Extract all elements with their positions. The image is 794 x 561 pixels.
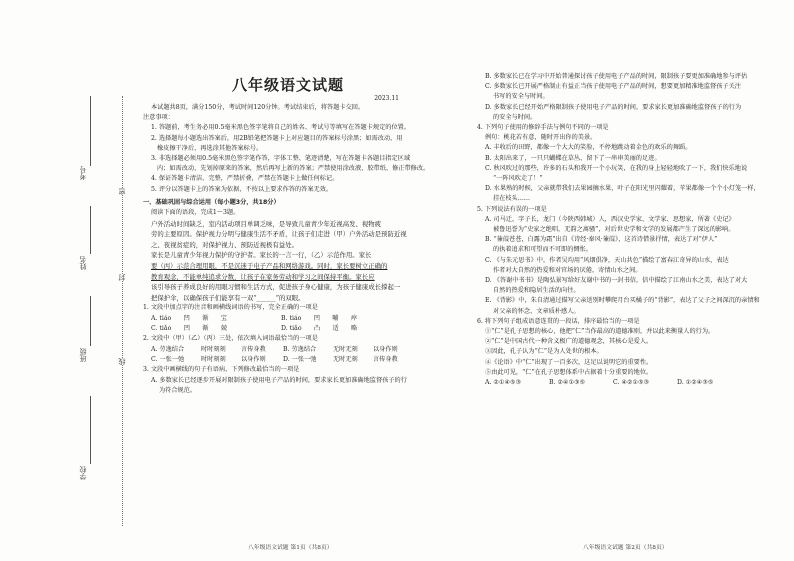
option-b[interactable]: B. “蒹葭苍苍，白露为霜”出自《诗经·秦风·蒹葭》，这首诗借景抒情，表达了对“伊人”	[485, 236, 718, 244]
question-6-options	[477, 378, 777, 388]
sentence-item: ④《论语》中“仁”出现了一百多次，这足以说明它的重要性。	[485, 358, 653, 366]
question-2-options	[143, 355, 433, 365]
option-text: 言传身教	[241, 345, 266, 353]
option-b[interactable]: B. 太阳出来了，一只只蝴蝶在草丛、留下了一串串美丽的足迹。	[485, 154, 661, 162]
notice-item: 橡皮擦干净后，再选涂其他答案标号。	[157, 144, 263, 152]
option-d[interactable]: D. 水果熟的时候，父亲就带我们去果园摘水果，叶子在阳光里闪耀着，苹果都像一个个小灯笼一样，	[485, 185, 760, 193]
sentence-item: ③因此，孔子认为“仁”是为人处世的根本。	[485, 348, 603, 356]
option-d[interactable]: D. 《答谢中书书》是陶弘景写给好友谢中书的一封书信，信中描绘了江南山水之美，表达了对大	[485, 277, 748, 285]
kaohao-blank	[90, 96, 91, 166]
passage-line: 该引导孩子养成良好的用眼习惯和生活方式，促进孩子身心健康，为孩子健康成长撑起一	[151, 283, 401, 292]
notice-item: 3. 非选择题必须用0.5毫米黑色签字笔作答，字体工整、笔迹清楚，写在答题卡各题目指定区域	[151, 155, 411, 163]
xingming-blank	[90, 206, 91, 254]
option-a-cont: 为符合规范。	[159, 386, 197, 394]
page-title: 八年级语文试题	[231, 76, 344, 94]
passage-line: 教育观念，不能单纯追求分数，让孩子在家务劳动和学习之间保持平衡。家长应	[151, 272, 375, 281]
xingming-label: 姓名	[79, 256, 87, 270]
option-d-cont: 自然的热爱和隐居生活的向往。	[493, 287, 580, 295]
option-d[interactable]: D. 多数家长已经开始严格限制孩子使用电子产品的时间，要求家长更加准确地监督孩子的行为	[485, 103, 742, 111]
xuexiao-label: 学校	[79, 466, 87, 480]
sentence-item: ①“仁”是孔子思想的核心，他把“仁”当作最高的道德准则，并以此来衡量人的行为。	[485, 328, 715, 336]
question-4-stem: 4. 下列句子使用的修辞手法与例句不同的一项是	[477, 124, 609, 132]
seal-line	[122, 96, 123, 526]
passage-line: 要（丙）示范合理用眼，不是沉迷于电子产品和网络游戏。同时，家长要树立正确的	[151, 262, 388, 270]
option-text: 以身作则	[373, 345, 398, 353]
sentence-item: ⑤由此可见，“仁”在孔子思想体系中占据着十分重要的地位。	[485, 368, 653, 376]
section-instruction: 阅读下面的语段，完成1～3题。	[151, 209, 240, 217]
option-d-cont: 的安全与时间。	[493, 113, 537, 121]
notice-label: 注意事项：	[143, 114, 174, 122]
option-c-cont: “一阵风吹走了！”	[493, 175, 543, 183]
page-footer-2: 八年级语文试题 第2页（共8页）	[583, 545, 668, 551]
question-2-options	[143, 345, 433, 355]
passage-line: 户外活动时间缺乏，室内活动项目单调乏味，是导致儿童青少年近视高发、视物疲	[151, 219, 382, 228]
kaohao-label: 考号	[79, 166, 87, 180]
option-c[interactable]: C. ④②①⑤③	[613, 379, 650, 387]
notice-item: 2. 选择题每小题选出答案后，用2B铅笔把答题卡上对应题目的答案标号涂黑；如需改动，用	[151, 134, 403, 142]
option-a[interactable]: A. 丰收后的田野，都像一个大大的笑脸，不停地跳动着金色的欢乐的舞蹈。	[485, 144, 692, 152]
option-d[interactable]: D. 一张一弛	[283, 356, 317, 363]
option-e-cont: 对父亲的怀念，文章质朴感人。	[493, 307, 580, 315]
notice-item: 内；如需改动，先划掉原来的答案，然后再写上新的答案；严禁使用涂改液、胶带纸、修正带修改。	[157, 165, 430, 173]
page-1	[143, 72, 433, 522]
option-a[interactable]: A. 司马迁，字子长，龙门（今陕西韩城）人，西汉史学家、文学家、思想家，所著《史记》	[485, 215, 735, 223]
option-text: 时时刻刻	[201, 356, 226, 363]
passage-line: 把保护伞，以确保孩子们能享有一双“______”的双眼。	[151, 293, 305, 302]
page-footer-1: 八年级语文试题 第1页（共8页）	[248, 545, 333, 551]
option-d[interactable]: D. ①②④③⑤	[677, 379, 714, 387]
passage-line: 劳的主要原因。保护视力分明与健康生活不矛盾，让孩子们走进（甲）户外活动是预防近视	[151, 230, 407, 239]
banji-label: 班级	[79, 348, 87, 362]
option-a[interactable]: A. 劳逸结合	[151, 345, 185, 353]
option-c[interactable]: C. 一张一弛	[151, 356, 185, 363]
passage-line: 之、夜视贫症的，对保护视力、预防近视极有益处。	[151, 240, 298, 249]
option-b-cont: 的执着追求和可望而不可即的惆怅。	[493, 246, 592, 254]
exam-date: 2023.11	[374, 95, 399, 102]
option-d-cont: 挂在枝头……	[493, 195, 531, 203]
question-5-stem: 5. 下列说法有误的一项是	[477, 205, 547, 213]
option-a[interactable]: A. ②①④⑤③	[485, 379, 522, 387]
option-a-cont: 被鲁迅誉为“史家之绝唱，无韵之离骚”，对后世史学和文学的发展都产生了深远的影响。	[493, 226, 735, 234]
xian-mark: 线	[118, 358, 126, 365]
option-c-cont: 书写的安全与时间。	[493, 93, 549, 101]
intro-line: 本试题共8页，满分150分，考试时间120分钟。考试结束后，将答题卡交回。	[151, 104, 365, 111]
question-6-stem: 6. 将下列句子组成语意连贯的一段话，排序最恰当的一项是	[477, 317, 640, 325]
section-heading: 一、基础巩固与综合运用（每小题3分，共18分）	[143, 198, 280, 206]
option-e[interactable]: E. 《背影》中，朱自清通过描写父亲送别时攀爬月台买橘子的“背影”，表达了父子之间深沉的亲情和	[485, 297, 760, 305]
page-2	[477, 72, 777, 522]
option-c[interactable]: C. 秋风吹过的那些，许多的石头和我开一个小玩笑，在我的身上轻轻地吹了一下，我们快乐地说	[485, 164, 748, 172]
notice-item: 4. 保证答题卡清洁、完整，严禁折叠，严禁在答题卡上做任何标记。	[151, 175, 339, 183]
option-a[interactable]: A. 多数家长已经逐步开展对限制孩子使用电子产品的时间，要求家长更加准确地监督孩子的行	[151, 376, 407, 384]
question-3-stem: 3. 文段中画横线的句子有语病，下列修改最恰当的一项是	[143, 366, 300, 374]
option-text: 时时刻刻	[201, 345, 226, 353]
feng-mark: 封	[118, 274, 126, 281]
question-1-stem: 1. 文段中加点字的注音和画横线词语的书写，完全正确的一项是	[143, 304, 318, 312]
notice-item: 5. 评分以答题卡上的答案为依据，不按以上要求作答的答案无效。	[151, 185, 333, 193]
sentence-item: ②“仁”是中国古代一种含义极广的道德观念，其核心是爱人。	[485, 338, 653, 346]
banji-blank	[90, 296, 91, 346]
xuexiao-blank	[90, 396, 91, 464]
mi-mark: 密	[118, 188, 126, 195]
question-1-options	[143, 314, 433, 324]
option-c[interactable]: C. 多数家长已开展严格制止有益正当孩子使用电子产品的时间，想要更加精准地监督孩子关注	[485, 83, 741, 91]
option-d[interactable]: D. tiǎo 凸 适 略	[281, 324, 358, 332]
option-c[interactable]: C. tiǎo 凹 渐 兢	[151, 324, 228, 332]
option-text: 言传身教	[373, 356, 398, 363]
option-c[interactable]: C. 《与朱元思书》中，作者吴均用“风烟俱净，天山共色”描绘了富春江奇异的山水，表达	[485, 256, 729, 264]
binding-margin	[76, 96, 136, 526]
passage-line: 家长是儿童青少年视力保护的守护者。家长的一言一行，（乙）示范作用。家长	[151, 251, 372, 260]
question-2-stem: 2. 文段中（甲）（乙）（丙）三处，依次填入词语最恰当的一项是	[143, 335, 318, 343]
option-b[interactable]: B. tiáo 凹 嘣 瘁	[281, 314, 358, 322]
option-b[interactable]: B. 多数家长已在学习中开始普通探讨孩子使用电子产品的时间，限制孩子要更加准确地参与评估	[485, 73, 748, 80]
option-c-cont: 作者对大自然的热爱和对官场的厌倦，寄情山水之间。	[493, 266, 642, 274]
option-text: 无时无刻	[333, 345, 358, 353]
option-a[interactable]: A. tiáo 凹 渐 宝	[151, 314, 227, 322]
question-1-options	[143, 324, 433, 334]
notice-item: 1. 答题前，考生务必用0.5毫米黑色签字笔将自己的姓名、考试号等填写在答题卡规定的位置。	[151, 124, 411, 132]
option-text: 以身作则	[241, 356, 266, 363]
example-sentence: 例句：桃花若有意，随时开出你的美景。	[485, 134, 597, 142]
option-text: 无时无刻	[333, 356, 358, 363]
option-b[interactable]: B. ②④①③⑤	[549, 379, 586, 387]
option-b[interactable]: B. 劳逸结合	[283, 345, 317, 353]
